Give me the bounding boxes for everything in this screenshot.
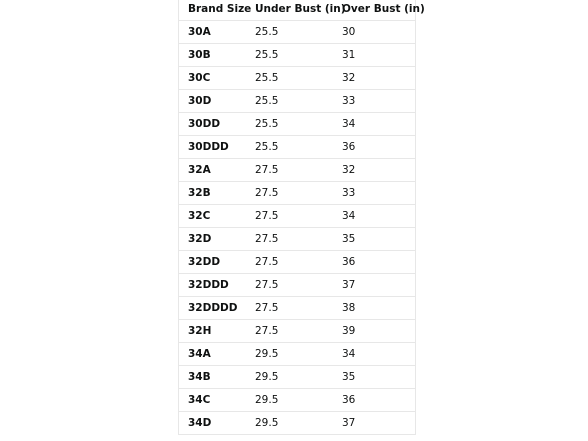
cell-under-bust: 27.5 xyxy=(255,302,279,314)
header-over-bust: Over Bust (in) xyxy=(342,3,425,15)
table-row xyxy=(179,412,415,435)
cell-over-bust: 35 xyxy=(342,371,356,383)
table-row xyxy=(179,136,415,159)
cell-under-bust: 27.5 xyxy=(255,279,279,291)
cell-over-bust: 34 xyxy=(342,348,356,360)
cell-over-bust: 33 xyxy=(342,187,356,199)
cell-over-bust: 37 xyxy=(342,279,356,291)
table-body xyxy=(179,21,415,435)
cell-over-bust: 39 xyxy=(342,325,356,337)
cell-under-bust: 27.5 xyxy=(255,325,279,337)
cell-brand-size: 34C xyxy=(188,394,211,406)
cell-brand-size: 32C xyxy=(188,210,211,222)
cell-under-bust: 27.5 xyxy=(255,233,279,245)
cell-over-bust: 38 xyxy=(342,302,356,314)
cell-under-bust: 27.5 xyxy=(255,187,279,199)
cell-over-bust: 31 xyxy=(342,49,356,61)
table-row xyxy=(179,90,415,113)
cell-brand-size: 32H xyxy=(188,325,212,337)
cell-over-bust: 36 xyxy=(342,394,356,406)
size-chart-table xyxy=(178,0,425,435)
cell-brand-size: 32DDD xyxy=(188,279,229,291)
table-row xyxy=(179,44,415,67)
cell-under-bust: 29.5 xyxy=(255,348,279,360)
cell-under-bust: 27.5 xyxy=(255,256,279,268)
table-row xyxy=(179,113,415,136)
cell-under-bust: 25.5 xyxy=(255,49,279,61)
table-row xyxy=(179,67,415,90)
cell-brand-size: 30DD xyxy=(188,118,221,130)
cell-brand-size: 34D xyxy=(188,417,212,429)
cell-brand-size: 30C xyxy=(188,72,211,84)
table-row xyxy=(179,389,415,412)
cell-brand-size: 30A xyxy=(188,26,211,38)
table-header-row xyxy=(179,0,425,21)
cell-over-bust: 30 xyxy=(342,26,356,38)
cell-over-bust: 36 xyxy=(342,141,356,153)
cell-brand-size: 30B xyxy=(188,49,211,61)
cell-under-bust: 25.5 xyxy=(255,118,279,130)
cell-over-bust: 35 xyxy=(342,233,356,245)
table-row xyxy=(179,366,415,389)
table-row xyxy=(179,21,415,44)
table-row xyxy=(179,274,415,297)
cell-over-bust: 34 xyxy=(342,118,356,130)
cell-under-bust: 25.5 xyxy=(255,72,279,84)
cell-brand-size: 32D xyxy=(188,233,212,245)
table-row xyxy=(179,159,415,182)
cell-over-bust: 33 xyxy=(342,95,356,107)
cell-brand-size: 30DDD xyxy=(188,141,229,153)
cell-over-bust: 37 xyxy=(342,417,356,429)
table-row xyxy=(179,297,415,320)
table-row xyxy=(179,228,415,251)
table-row xyxy=(179,320,415,343)
cell-brand-size: 32B xyxy=(188,187,211,199)
cell-brand-size: 34A xyxy=(188,348,211,360)
cell-brand-size: 32DD xyxy=(188,256,221,268)
cell-brand-size: 34B xyxy=(188,371,211,383)
cell-under-bust: 25.5 xyxy=(255,141,279,153)
cell-over-bust: 34 xyxy=(342,210,356,222)
table-row xyxy=(179,343,415,366)
table-row xyxy=(179,205,415,228)
table-row xyxy=(179,251,415,274)
cell-under-bust: 29.5 xyxy=(255,417,279,429)
cell-under-bust: 25.5 xyxy=(255,95,279,107)
cell-brand-size: 32DDDD xyxy=(188,302,238,314)
cell-brand-size: 30D xyxy=(188,95,212,107)
cell-over-bust: 32 xyxy=(342,164,356,176)
cell-over-bust: 32 xyxy=(342,72,356,84)
header-under-bust: Under Bust (in) xyxy=(255,3,346,15)
cell-brand-size: 32A xyxy=(188,164,211,176)
cell-under-bust: 27.5 xyxy=(255,210,279,222)
table-row xyxy=(179,182,415,205)
header-brand-size: Brand Size xyxy=(188,3,252,15)
cell-under-bust: 29.5 xyxy=(255,394,279,406)
cell-under-bust: 27.5 xyxy=(255,164,279,176)
cell-under-bust: 25.5 xyxy=(255,26,279,38)
cell-over-bust: 36 xyxy=(342,256,356,268)
cell-under-bust: 29.5 xyxy=(255,371,279,383)
